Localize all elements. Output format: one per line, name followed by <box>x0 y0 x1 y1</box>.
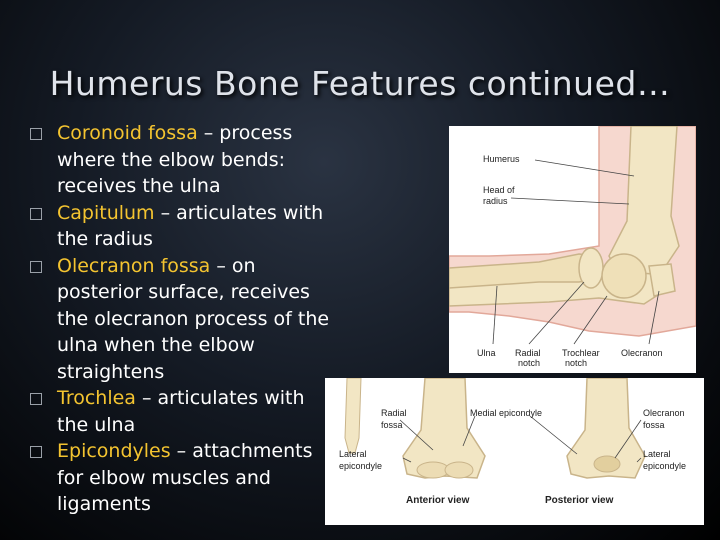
label-posterior-view: Posterior view <box>545 495 614 506</box>
bullet-epicondyles <box>30 438 340 518</box>
posterior-olecranon-fossa <box>594 456 620 472</box>
label-lateral-epicondyle-left-line2: epicondyle <box>339 461 383 471</box>
bullet-capitulum <box>30 200 340 253</box>
leader-medial-epicondyle-posterior <box>530 416 577 454</box>
humerus-views-figure <box>325 378 704 525</box>
label-lateral-epicondyle-right-line1: Lateral <box>643 449 671 459</box>
bullet-coronoid-fossa <box>30 120 340 200</box>
term-olecranon-fossa: Olecranon fossa <box>57 254 211 277</box>
bullet-olecranon-fossa <box>30 253 340 386</box>
bullet-marker-icon <box>30 128 42 140</box>
label-olecranon: Olecranon <box>621 348 663 358</box>
term-coronoid-fossa: Coronoid fossa <box>57 122 198 144</box>
desc-coronoid-fossa: – process where the elbow bends: receives the ulna <box>57 122 293 197</box>
term-capitulum: Capitulum <box>57 201 155 224</box>
label-trochlear-notch-line2: notch <box>565 358 588 368</box>
label-olecranon-fossa-line1: Olecranon <box>643 408 685 418</box>
desc-epicondyles: – attachments for elbow muscles and ligaments <box>57 440 313 515</box>
label-radial-fossa-line1: Radial <box>381 408 407 418</box>
desc-capitulum: – articulates with the radius <box>57 201 324 250</box>
desc-olecranon-fossa: – on posterior surface, receives the olecranon process of the ulna when the elbow straightens <box>57 254 330 383</box>
label-head-of-radius-line1: Head of <box>483 185 515 195</box>
humerus-views-illustration <box>325 378 704 525</box>
bullet-marker-icon <box>30 261 42 273</box>
label-lateral-epicondyle-right-line2: epicondyle <box>643 461 687 471</box>
label-anterior-view: Anterior view <box>406 495 470 506</box>
bullet-marker-icon <box>30 208 42 220</box>
label-humerus: Humerus <box>483 154 520 164</box>
trochlea <box>602 254 646 298</box>
anterior-trochlea <box>445 462 473 478</box>
label-head-of-radius-line2: radius <box>483 196 508 206</box>
elbow-lateral-illustration <box>449 126 696 373</box>
desc-trochlea: – articulates with the ulna <box>57 387 305 436</box>
bullet-marker-icon <box>30 393 42 405</box>
label-trochlear-notch-line1: Trochlear <box>562 348 600 358</box>
bullet-list <box>30 120 340 518</box>
label-olecranon-fossa-line2: fossa <box>643 420 665 430</box>
anterior-condyle <box>417 462 449 478</box>
label-radial-fossa-line2: fossa <box>381 420 403 430</box>
bullet-marker-icon <box>30 446 42 458</box>
term-epicondyles: Epicondyles <box>57 440 171 462</box>
label-ulna: Ulna <box>477 348 496 358</box>
radial-head <box>579 248 603 288</box>
arm-silhouette <box>345 378 361 453</box>
label-radial-notch-line2: notch <box>518 358 541 368</box>
label-lateral-epicondyle-left-line1: Lateral <box>339 449 367 459</box>
label-radial-notch-line1: Radial <box>515 348 541 358</box>
label-medial-epicondyle: Medial epicondyle <box>470 408 543 418</box>
anterior-humerus <box>403 378 485 478</box>
slide-title: Humerus Bone Features continued… <box>49 64 671 103</box>
olecranon <box>649 264 675 296</box>
elbow-lateral-figure <box>449 126 696 373</box>
bullet-trochlea <box>30 385 340 438</box>
term-trochlea: Trochlea <box>57 387 136 409</box>
